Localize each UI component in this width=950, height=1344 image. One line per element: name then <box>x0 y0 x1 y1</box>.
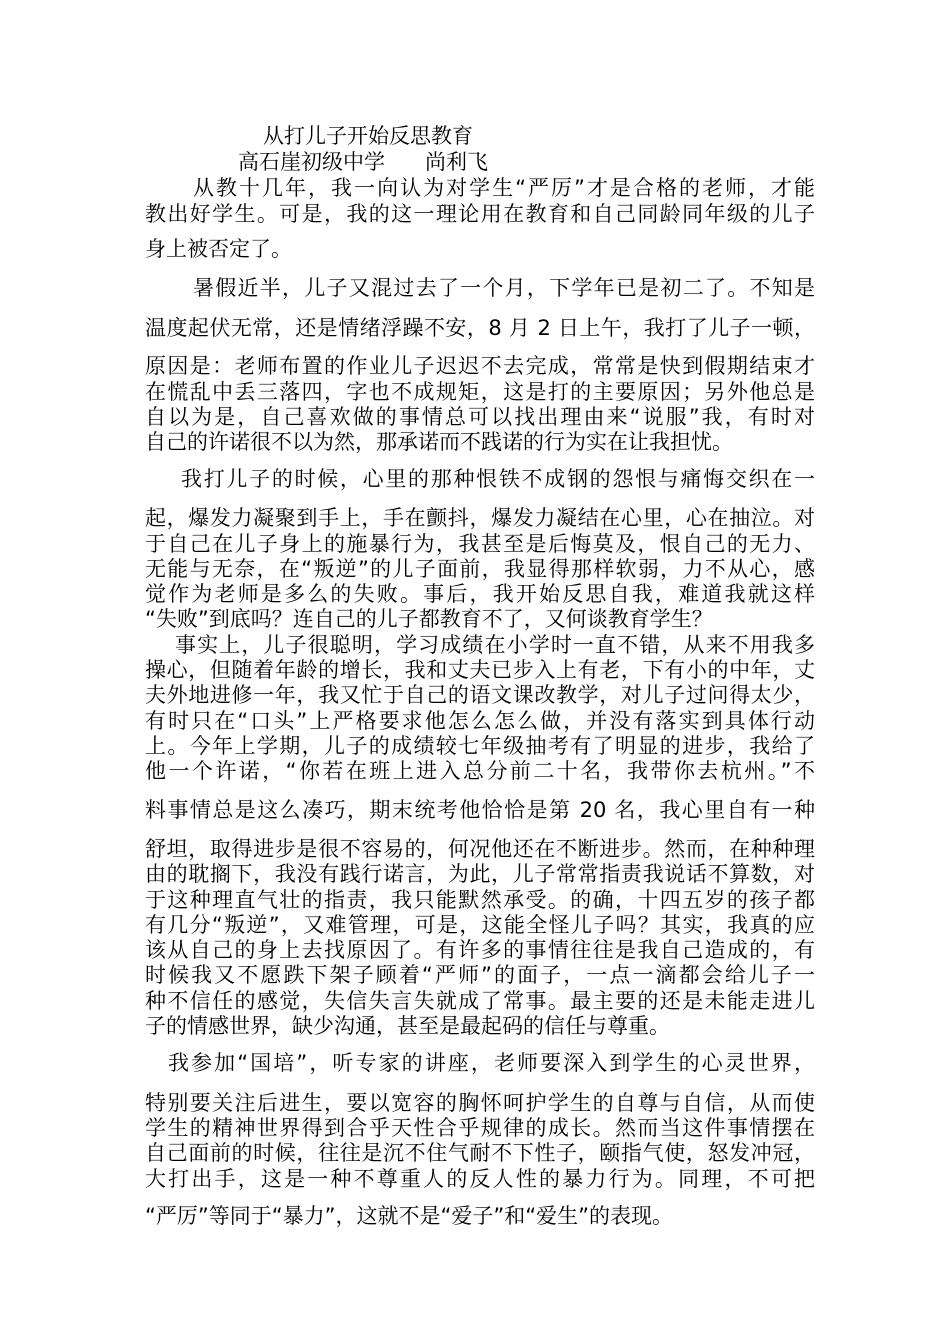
body-line: 自己面前的时候，往往是沉不住气耐不下性子，颐指气使，怒发冲冠， <box>145 1141 815 1165</box>
body-line: “严厉”等同于“暴力”，这就不是“爱子”和“爱生”的表现。 <box>145 1204 674 1228</box>
body-line: 在慌乱中丢三落四，字也不成规矩，这是打的主要原因；另外他总是 <box>145 380 815 404</box>
body-line: 暑假近半，儿子又混过去了一个月，下学年已是初二了。不知是 <box>193 276 815 300</box>
body-line: 自以为是，自己喜欢做的事情总可以找出理由来“说服”我，有时对 <box>145 405 815 429</box>
body-line: 种不信任的感觉，失信失言失就成了常事。最主要的还是未能走进儿 <box>145 989 815 1013</box>
author-byline: 高石崖初级中学 尚利飞 <box>238 150 489 174</box>
body-line: 无能与无奈，在“叛逆”的儿子面前，我显得那样软弱，力不从心，感 <box>145 557 815 581</box>
body-line: 教出好学生。可是，我的这一理论用在教育和自己同龄同年级的儿子 <box>145 202 815 226</box>
body-line: 于自己在儿子身上的施暴行为，我甚至是后悔莫及，恨自己的无力、 <box>145 532 815 556</box>
body-line: 有时只在“口头”上严格要求他怎么怎么做，并没有落实到具体行动 <box>145 709 815 733</box>
body-line: 起，爆发力凝聚到手上，手在颤抖，爆发力凝结在心里，心在抽泣。对 <box>145 506 815 530</box>
body-line: 该从自己的身上去找原因了。有许多的事情往往是我自己造成的，有 <box>145 938 815 962</box>
body-line: 学生的精神世界得到合乎天性合乎规律的成长。然而当这件事情摆在 <box>145 1116 815 1140</box>
body-line: 从教十几年，我一向认为对学生“严厉”才是合格的老师，才能 <box>193 176 815 200</box>
body-line: 时候我又不愿跌下架子顾着“严师”的面子，一点一滴都会给儿子一 <box>145 963 815 987</box>
body-line: 我参加“国培”，听专家的讲座，老师要深入到学生的心灵世界， <box>168 1051 815 1075</box>
body-line: 我打儿子的时候，心里的那种恨铁不成钢的怨恨与痛悔交织在一 <box>181 467 815 491</box>
body-line: 觉作为老师是多么的失败。事后，我开始反思自我，难道我就这样 <box>145 582 815 606</box>
body-line: 温度起伏无常，还是情绪浮躁不安，8 月 2 日上午，我打了儿子一顿， <box>145 316 815 340</box>
body-line: 自己的许诺很不以为然，那承诺而不践诺的行为实在让我担忧。 <box>145 430 733 454</box>
body-line: 上。今年上学期，儿子的成绩较七年级抽考有了明显的进步，我给了 <box>145 734 815 758</box>
body-line: 事实上，儿子很聪明，学习成绩在小学时一直不错，从来不用我多 <box>175 633 815 657</box>
body-line: 大打出手，这是一种不尊重人的反人性的暴力行为。同理，不可把 <box>145 1167 815 1191</box>
body-line: 夫外地进修一年，我又忙于自己的语文课改教学，对儿子过问得太少， <box>145 683 815 707</box>
document-title: 从打儿子开始反思教育 <box>263 124 473 148</box>
body-line: 原因是：老师布置的作业儿子迟迟不去完成，常常是快到假期结束才 <box>145 354 815 378</box>
body-line: 特别要关注后进生，要以宽容的胸怀呵护学生的自尊与自信，从而使 <box>145 1091 815 1115</box>
body-line: “失败”到底吗？连自己的儿子都教育不了，又何谈教育学生？ <box>145 607 713 631</box>
body-line: 他一个许诺，“你若在班上进入总分前二十名，我带你去杭州。”不 <box>145 759 815 783</box>
body-line: 舒坦，取得进步是很不容易的，何况他还在不断进步。然而，在种种理 <box>145 837 815 861</box>
body-line: 于这种理直气壮的指责，我只能默然承受。的确，十四五岁的孩子都 <box>145 888 815 912</box>
body-line: 由的耽搁下，我没有践行诺言，为此，儿子常常指责我说话不算数，对 <box>145 862 815 886</box>
body-line: 子的情感世界，缺少沟通，甚至是最起码的信任与尊重。 <box>145 1014 670 1038</box>
body-line: 操心，但随着年龄的增长，我和丈夫已步入上有老，下有小的中年，丈 <box>145 658 815 682</box>
body-line: 身上被否定了。 <box>145 237 292 261</box>
body-line: 有几分“叛逆”，又难管理，可是，这能全怪儿子吗？其实，我真的应 <box>145 913 815 937</box>
body-line: 料事情总是这么凑巧，期末统考他恰恰是第 20 名，我心里自有一种 <box>145 798 815 822</box>
